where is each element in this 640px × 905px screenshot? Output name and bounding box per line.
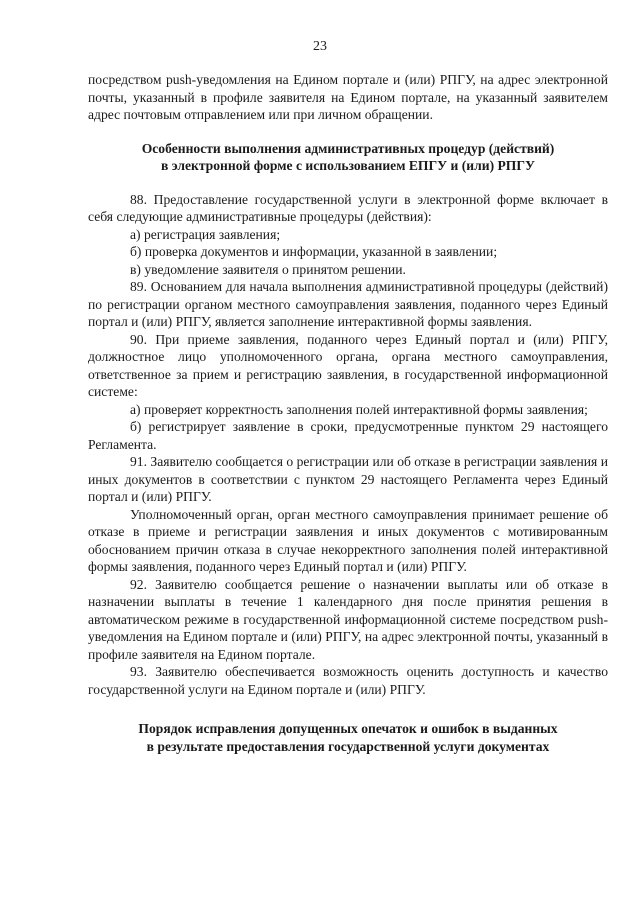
top-paragraph: посредством push-уведомления на Едином портале и (или) РПГУ, на адрес электронной почты, указанный в профиле заявителя на Едином портале, на указанный заявителем адрес почтовым отправлением или при личном обращении. bbox=[88, 72, 608, 122]
list-item-88b: б) проверка документов и информации, указанной в заявлении; bbox=[130, 244, 498, 259]
list-item-90a: а) проверяет корректность заполнения полей интерактивной формы заявления; bbox=[130, 401, 588, 417]
paragraph-92: 92. Заявителю сообщается решение о назначении выплаты или об отказе в назначении выплаты в течение 1 календарного дня после принятия решения в автоматическом режиме в государственной информационной системе посредством push-уведомления на Едином портале и (или) РПГУ, на адрес электронной почты, указанный в профиле заявителя на Едином портале. bbox=[88, 576, 608, 662]
paragraph-89: 89. Основанием для начала выполнения административной процедуры (действий) по регистрации органом местного самоуправления заявления, поданного через Единый портал и (или) РПГУ, является заполнение интерактивной формы заявления. bbox=[88, 279, 608, 329]
list-item-90b: б) регистрирует заявление в сроки, предусмотренные пунктом 29 настоящего Регламента. bbox=[88, 419, 608, 452]
paragraph-90: 90. При приеме заявления, поданного через Единый портал и (или) РПГУ, должностное лицо уполномоченного органа, органа местного самоуправления, ответственное за прием и регистрацию заявления, в государственной информационной системе: bbox=[88, 331, 608, 399]
list-item-88a: а) регистрация заявления; bbox=[130, 226, 281, 242]
heading-line: в электронной форме с использованием ЕПГУ и (или) РПГУ bbox=[160, 158, 536, 173]
paragraph-91-refusal: Уполномоченный орган, орган местного самоуправления принимает решение об отказе в приеме и регистрации заявления и иных документов с мотивированным обоснованием причин отказа в случае некорректного заполнения полей интерактивной формы заявления, поданного через Единый портал и (или) РПГУ. bbox=[88, 506, 608, 574]
list-item-88c: в) уведомление заявителя о принятом решении. bbox=[130, 261, 406, 277]
section-heading-error-correction bbox=[88, 720, 608, 755]
document-body bbox=[88, 71, 608, 755]
heading-line: в результате предоставления государственной услуги документах bbox=[146, 738, 550, 754]
page-number: 23 bbox=[313, 39, 327, 54]
paragraph-88: 88. Предоставление государственной услуги в электронной форме включает в себя следующие административные процедуры (действия): bbox=[88, 191, 608, 224]
heading-line: Особенности выполнения административных процедур (действий) bbox=[141, 140, 555, 156]
section-heading-electronic-procedures bbox=[88, 140, 608, 175]
paragraph-91: 91. Заявителю сообщается о регистрации или об отказе в регистрации заявления и иных документов в соответствии с пунктом 29 настоящего Регламента через Единый портал и (или) РПГУ. bbox=[88, 454, 608, 504]
paragraph-93: 93. Заявителю обеспечивается возможность оценить доступность и качество государственной услуги на Едином портале и (или) РПГУ. bbox=[88, 664, 608, 697]
heading-line: Порядок исправления допущенных опечаток и ошибок в выданных bbox=[138, 721, 558, 736]
